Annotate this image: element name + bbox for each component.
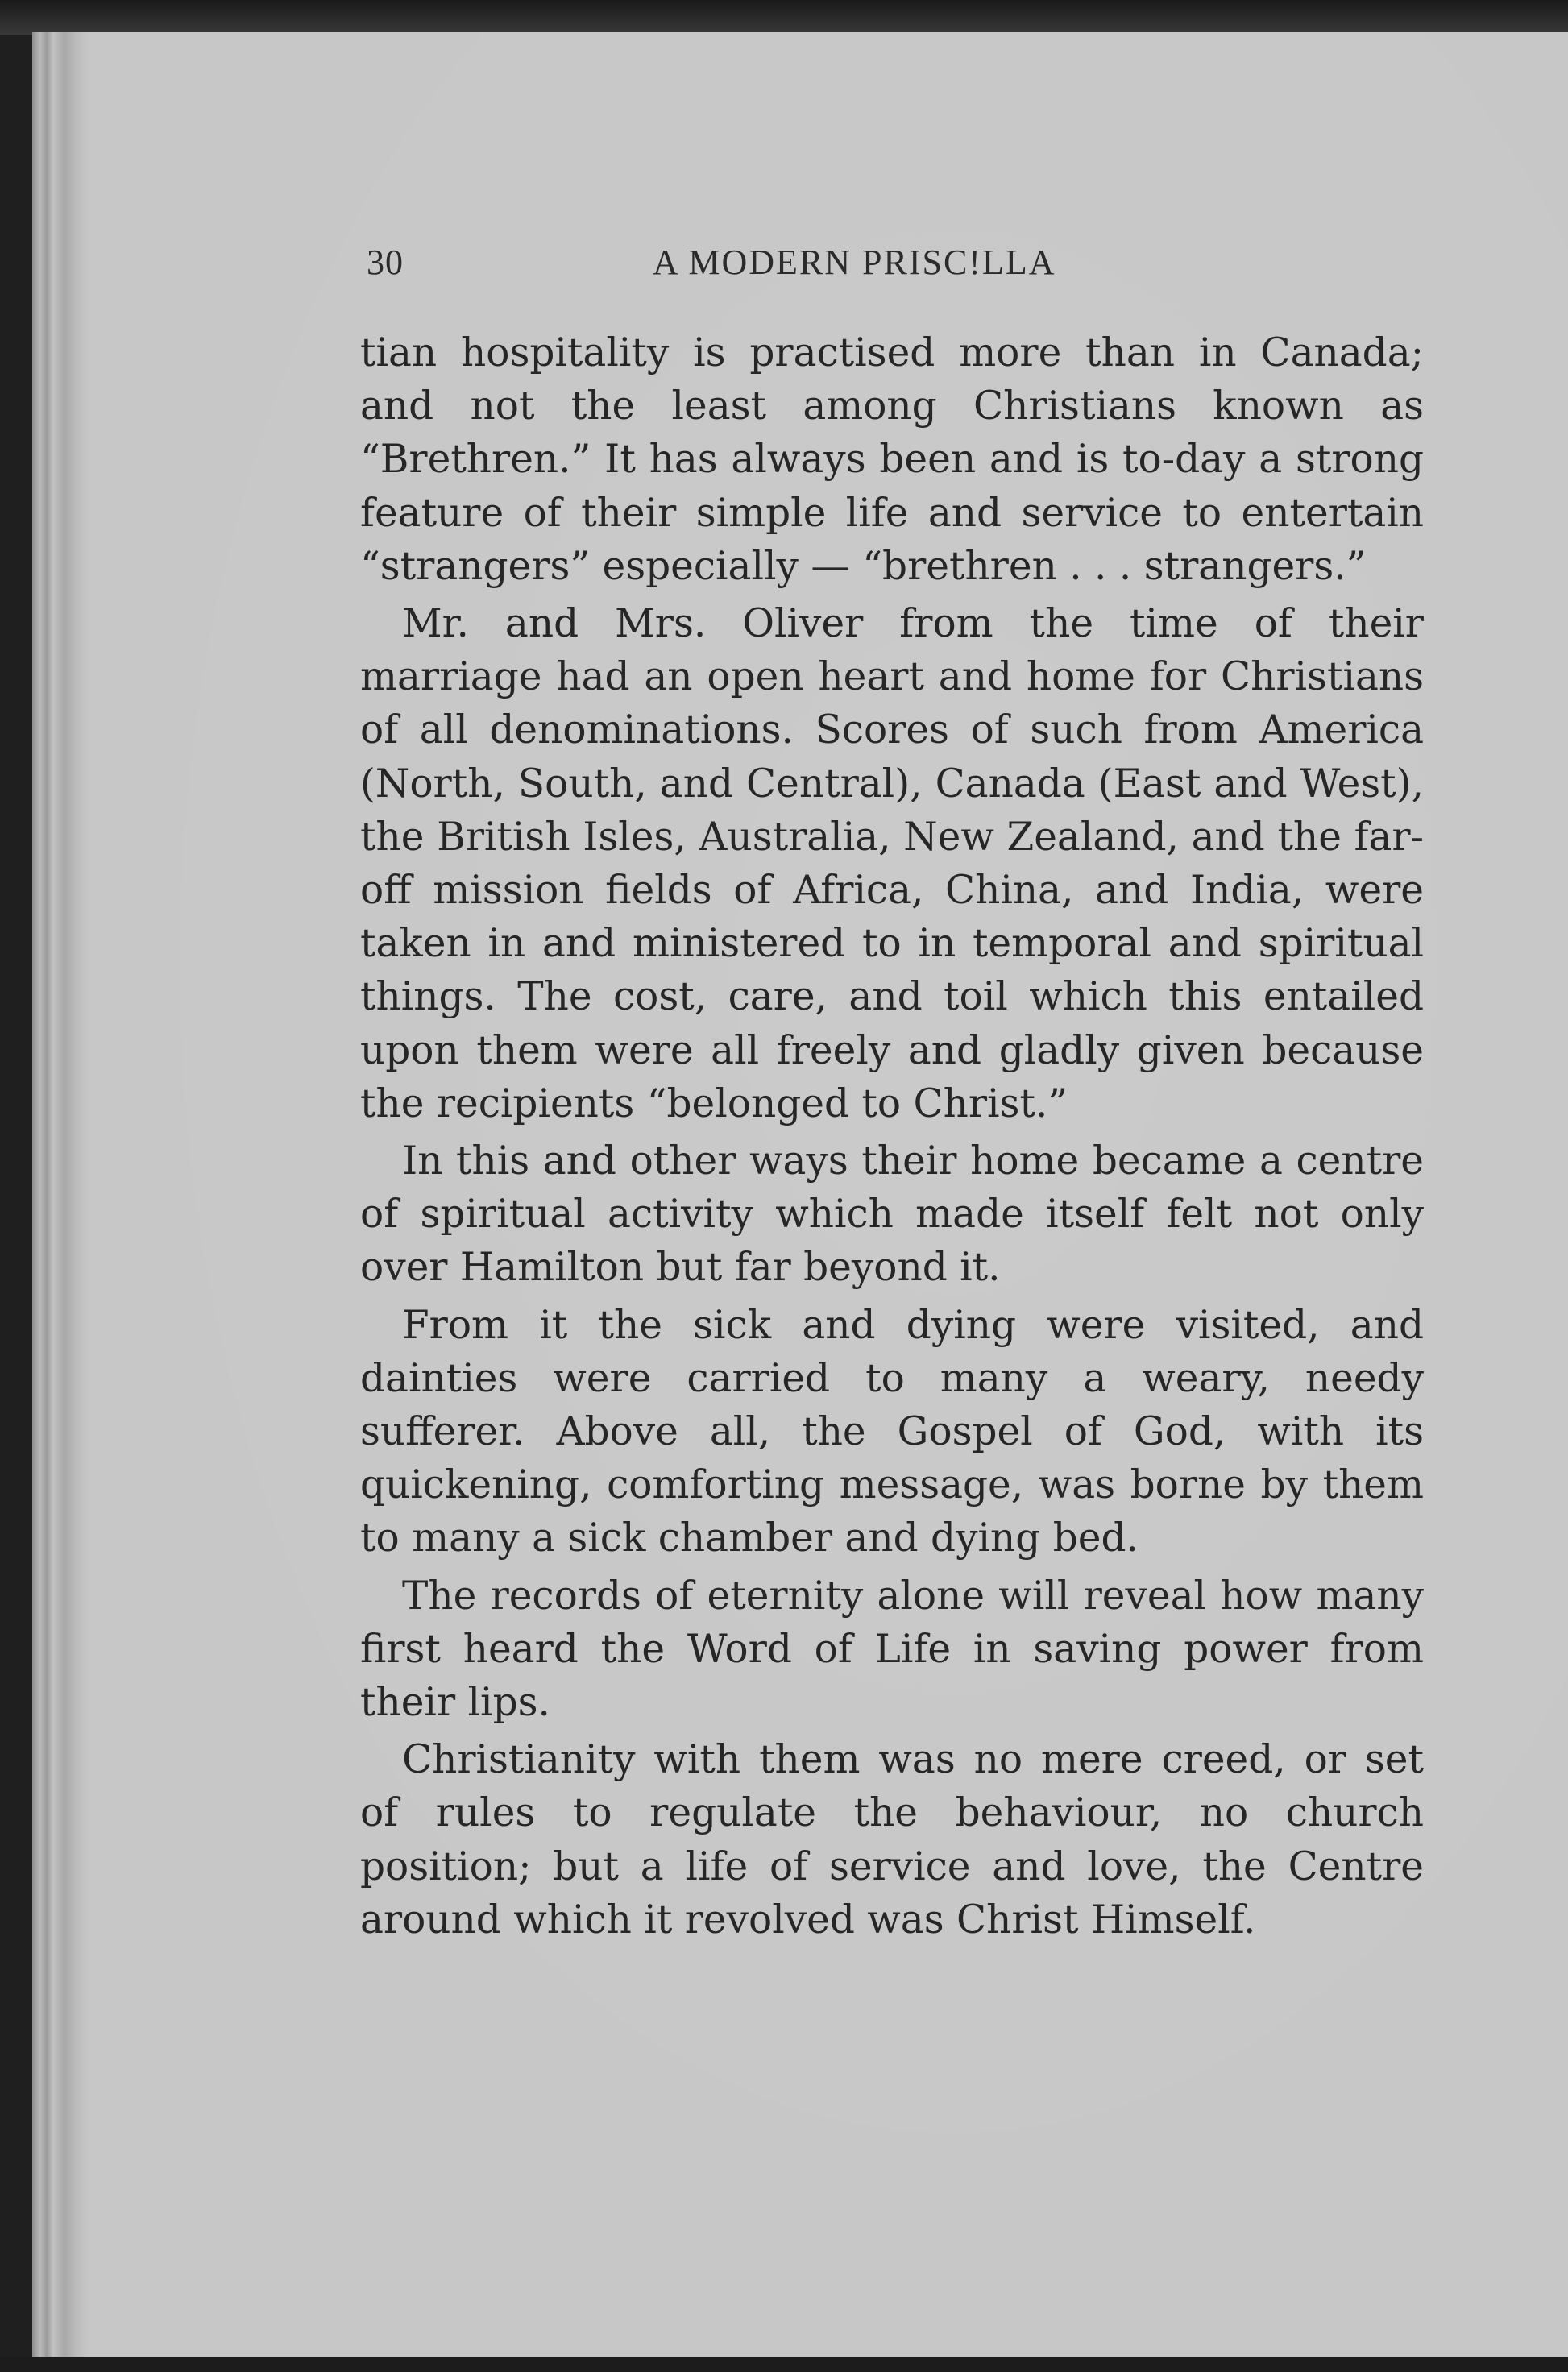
paragraph-6: Christianity with them was no mere creed, or set of rules to regulate the behaviour, no church position; but a life of service and love, the Centre around which it revolved was Christ Himself. xyxy=(360,1737,1424,1943)
paragraph-2: Mr. and Mrs. Oliver from the time of their marriage had an open heart and home for Christians of all denominations. Scores of such from America (North, South, and Central), Canada (East and West), the British Isles, Australia, New Zealand, and the far-off mission fields of Africa, China, and India, were taken in and ministered to in temporal and spiritual things. The cost, care, and toil which this entailed upon them were all freely and gladly given because the recipients “belonged to Christ.” xyxy=(360,601,1424,1126)
scan-top-edge xyxy=(0,0,1568,35)
paragraph-1: tian hospitality is practised more than in Canada; and not the least among Christians known as “Brethren.” It has always been and is to-day a strong feature of their simple life and service to entertain “strangers” especially — “brethren . . . strangers.” xyxy=(360,330,1424,589)
running-header xyxy=(367,242,1422,290)
paragraph-3: In this and other ways their home became a centre of spiritual activity which made itself felt not only over Hamilton but far beyond it. xyxy=(360,1138,1424,1291)
page-number: 30 xyxy=(367,243,404,282)
body-text xyxy=(360,326,1424,1951)
paragraph-5: The records of eternity alone will reveal how many first heard the Word of Life in saving power from their lips. xyxy=(360,1573,1424,1726)
scan-bottom-edge xyxy=(0,2357,1568,2372)
book-binding-edge xyxy=(32,32,89,2357)
book-title: A MODERN PRISC!LLA xyxy=(653,243,1056,282)
paragraph-4: From it the sick and dying were visited, and dainties were carried to many a weary, needy sufferer. Above all, the Gospel of God, with its quickening, comforting message, was borne by them to many a sick chamber and dying bed. xyxy=(360,1302,1424,1561)
